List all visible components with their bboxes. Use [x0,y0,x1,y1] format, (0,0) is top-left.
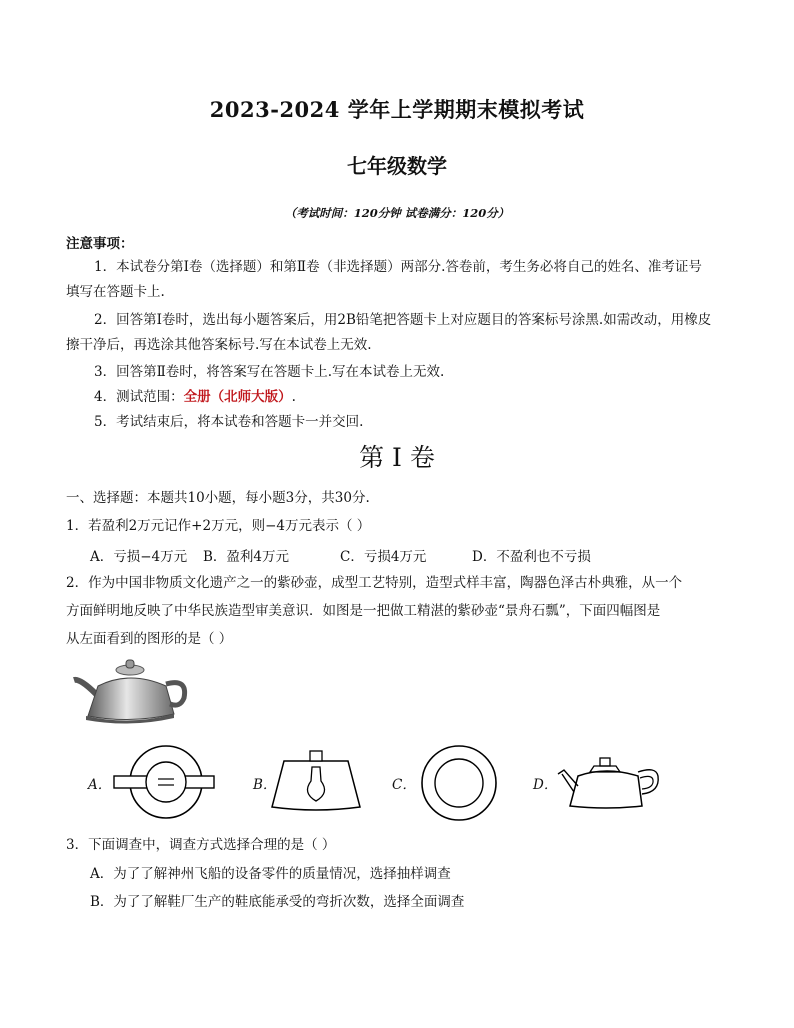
test-scope-highlight: 全册（北师大版） [183,389,292,405]
notice-item-3: 3．回答第Ⅱ卷时，将答案写在答题卡上.写在本试卷上无效. [94,364,445,380]
q1-option-d: D．不盈利也不亏损 [472,549,591,565]
part1-heading: 一、选择题：本题共10小题，每小题3分，共30分. [66,490,370,506]
notice-item-4-suffix: . [291,389,296,405]
q1-option-b: B．盈利4万元 [203,549,290,565]
section-title: 第 I 卷 [359,443,435,472]
notice-item-1-line-2: 填写在答题卡上. [66,284,165,300]
notice-item-4-prefix: 4．测试范围： [94,389,184,405]
exam-time-info: （考试时间：120分钟 试卷满分：120分） [284,206,510,220]
notice-item-1-line-1: 1．本试卷分第Ⅰ卷（选择题）和第Ⅱ卷（非选择题）两部分.答卷前，考生务必将自己的姓名、准考证号 [94,259,702,275]
q3-stem: 3．下面调查中，调查方式选择合理的是（ ） [66,837,336,853]
notice-item-5: 5．考试结束后，将本试卷和答题卡一并交回. [94,414,364,430]
q2-label-c: C． [392,777,416,793]
notice-heading: 注意事项： [66,236,134,252]
q3-option-a: A．为了了解神州飞船的设备零件的质量情况，选择抽样调查 [90,866,451,882]
q1-option-a: A．亏损−4万元 [90,549,188,565]
exam-subtitle: 七年级数学 [347,154,447,178]
q1-stem: 1．若盈利2万元记作+2万元，则−4万元表示（ ） [66,518,371,534]
notice-item-2-line-2: 擦干净后，再选涂其他答案标号.写在本试卷上无效. [66,337,372,353]
q2-figure-b [270,747,362,815]
notice-item-4 [94,388,296,406]
q2-figure-c [418,742,500,824]
q2-figure-d [556,752,662,812]
q2-label-b: B． [253,777,277,793]
teapot-photo [70,656,190,726]
q2-line-1: 2．作为中国非物质文化遗产之一的紫砂壶，成型工艺特别，造型式样丰富，陶器色泽古朴典雅，从一个 [66,575,683,591]
q2-line-2: 方面鲜明地反映了中华民族造型审美意识．如图是一把做工精湛的紫砂壶“景舟石瓢”，下面四幅图是 [66,603,661,619]
q2-line-3: 从左面看到的图形的是（ ） [66,631,233,647]
q2-label-d: D． [533,777,558,793]
q2-label-a: A． [88,777,112,793]
notice-item-2-line-1: 2．回答第Ⅰ卷时，选出每小题答案后，用2B铅笔把答题卡上对应题目的答案标号涂黑.如需改动，用橡皮 [94,312,712,328]
q1-option-c: C．亏损4万元 [340,549,427,565]
exam-title: 2023-2024 学年上学期期末模拟考试 [209,97,585,122]
q2-figure-a [112,742,220,822]
q3-option-b: B．为了了解鞋厂生产的鞋底能承受的弯折次数，选择全面调查 [90,894,465,910]
